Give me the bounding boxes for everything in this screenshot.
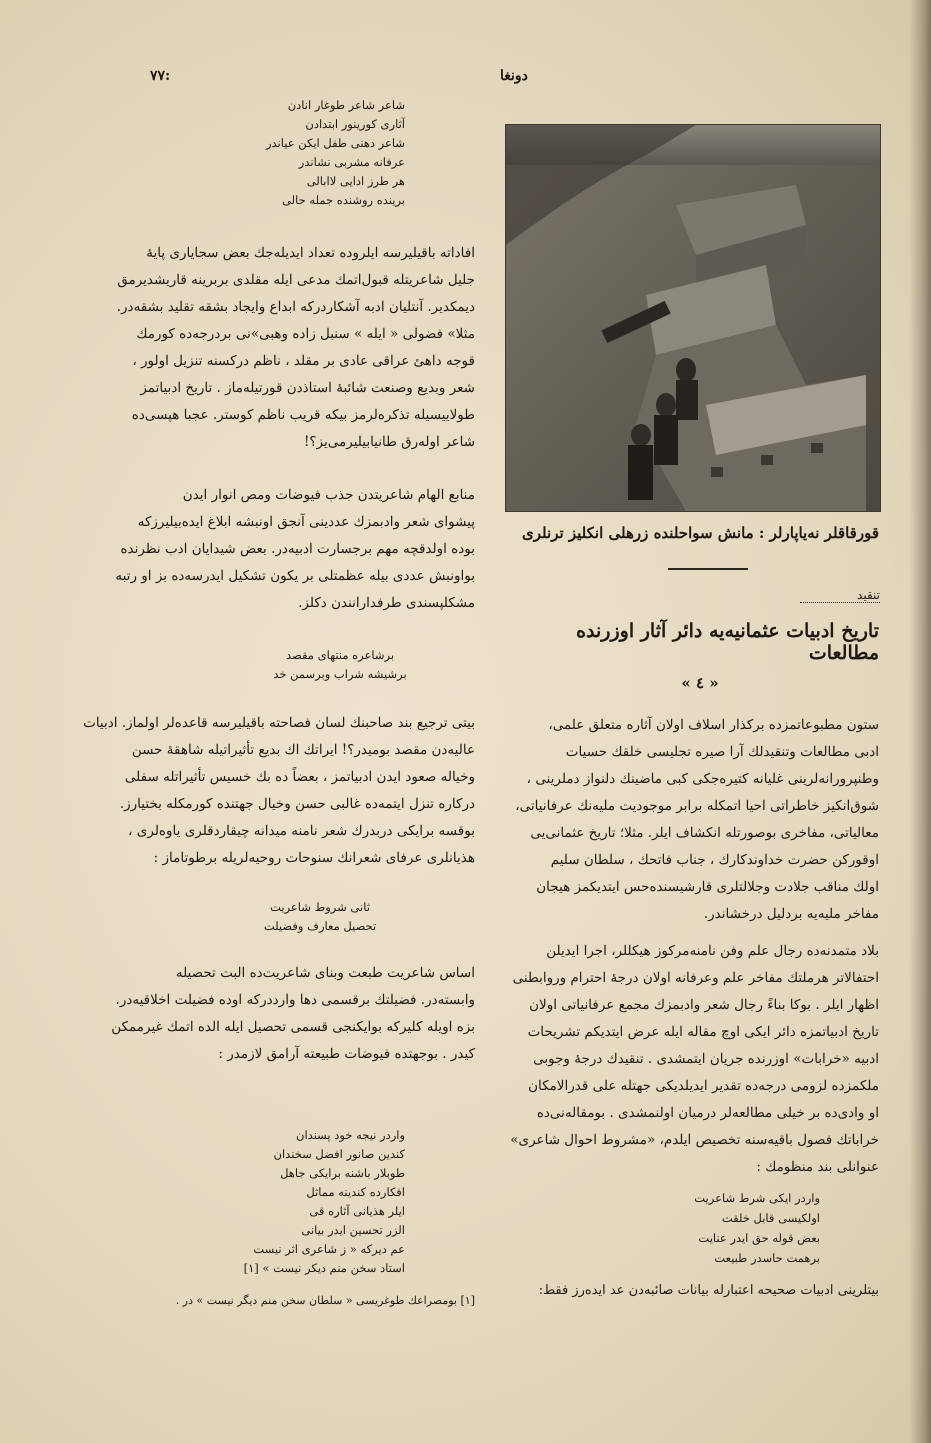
left-paragraph-1 — [118, 240, 475, 456]
closing-line: بیتلرینی ادبیات صحیحه اعتبارله بیانات صائبه‌دن عد ایده‌رز فقط: — [538, 1283, 879, 1298]
text-line: مفاخر ملیه‌یه بردلیل درخشاندر. — [703, 906, 879, 922]
text-line: هر طرز ادایی لاابالی — [306, 174, 405, 188]
text-line: تحصیل معارف وفضیلت — [263, 919, 377, 933]
text-line: استاد سخن منم دیکر نیست » [۱] — [243, 1261, 405, 1275]
text-line: طوبلار باشنه برایکی جاهل — [280, 1166, 405, 1180]
right-paragraph-1 — [505, 712, 879, 928]
text-line: واردر ایکی شرط شاعریت — [694, 1191, 820, 1205]
text-line: درکاره تنزل ایتمه‌ده غالبی حسن وخیال جهتنده کورمکله بختیارز. — [119, 796, 475, 812]
text-line: ثانی شروط شاعریت — [270, 900, 370, 914]
text-line: بلاد متمدنه‌ده رجال علم وفن نامنه‌مرکوز هیکللر، اجرا ایدیلن — [546, 943, 879, 959]
text-line: بواونبش عددی بیله عظمتلی بر یکون تشکیل ایدرسه‌ده بز او رتبه — [115, 568, 475, 584]
text-line: طولاییسیله تذکره‌لرمز بیکه قریب ناظم کوستر. عجبا هپسی‌ده — [131, 407, 475, 423]
text-line: برینده روشنده جمله حالی — [282, 193, 405, 207]
text-line: آثاری کورینور ابتدادن — [305, 117, 405, 131]
page-edge-shadow — [909, 0, 931, 1443]
text-line: بوده اولدقچه مهم برجسارت ادبیه‌در. بعض شیدایان ادب نظرنده — [120, 541, 475, 557]
text-line: معالیاتی، مفاخری بوصورتله انکشاف ایلر. مثلا؛ تاریخ عثمانی‌یی — [530, 825, 879, 841]
text-line: شاعر دهنی طفل ایکن عیاندر — [265, 136, 405, 150]
text-line: ادبیه «خرابات» اوزرنده جریان ایتمشدی . تنقیدك درجهٔ وجوبی — [533, 1051, 879, 1067]
text-line: اساس شاعریت طبعت وبنای شاعریت‌ده البت تحصیله — [175, 965, 475, 981]
text-line: برهمت حاسدر طبیعت — [714, 1251, 820, 1265]
text-line: ایلر هذیانی آثاره قی — [309, 1204, 405, 1218]
text-line: اوقورکن حضرت خداوندکارك ، جناب فاتحك ، سلطان سلیم — [550, 852, 879, 868]
text-line: واردر نیجه خود پسندان — [296, 1128, 405, 1142]
text-line: خراباتك فصول باقیه‌سنه تخصیص ایلدم، «مشروط احوال شاعری» — [510, 1132, 879, 1148]
text-line: عالیه‌دن مقصد بومیدر؟! ایراتك اك بدیع تأثیراتیله شاهقهٔ حسن — [131, 742, 475, 758]
page-number: ۷۷: — [150, 68, 171, 84]
text-line: وخیاله صعود ایدن ادبیاتمز ، بعضاً ده بك خسیس تأثیراتله سفلی — [124, 769, 475, 785]
right-paragraph-2 — [505, 938, 879, 1181]
text-line: اولکیسی قابل خلقت — [721, 1211, 820, 1225]
text-line: وطنپرورانه‌لرینی غلیانه کتیره‌جکی کبی ماضینك دلنواز دملرینی ، — [526, 771, 879, 787]
text-line: اظهار ایلر . بوکا بناءً رجال شعر وادبمزك مجمع عرفانیاتی اولان — [529, 997, 879, 1013]
text-line: افکارده کندینه مماثل — [306, 1185, 405, 1199]
text-line: دیمکدیر. آنتلیان ادبه آشکاردرکه ابداع وایجاد بشقه تقلید بشقه‌در. — [116, 299, 475, 315]
text-line: شاعر شاعر طوغار انادن — [287, 98, 405, 112]
text-line: بیتی ترجیع بند صاحبنك لسان فصاحته باقیلیرسه قاعده‌لر اولماز. ادبیات — [83, 715, 475, 731]
text-line: وابسته‌در. فضیلتك برقسمی دها وارددرکه اوده فضیلت اخلاقیه‌در. — [115, 992, 475, 1008]
article-title: تاریخ ادبیات عثمانیه‌یه دائر آثار اوزرنده مطالعات — [576, 620, 879, 664]
text-line: منابع الهام شاعریتدن جذب فیوضات ومص انوار ایدن — [182, 487, 475, 503]
text-line: اولك مناقب جلادت وجلالتلری قارشیسنده‌حس ایتدیکمز هیجان — [536, 879, 879, 895]
text-line: الزر تحسین ایدر بیانی — [301, 1223, 405, 1237]
text-line: عم دیرکه « ز شاعری اثر نیست — [253, 1242, 405, 1256]
text-line: ستون مطبوعاتمزده برکذار اسلاف اولان آثاره متعلق علمی، — [548, 717, 879, 733]
installment-number: « ٤ » — [681, 674, 719, 692]
section-label: تنقید — [800, 588, 880, 603]
text-line: قوجه داهئ عراقی عادی بر مقلد ، ناظم درکسنه تنزیل اولور ، — [132, 353, 475, 369]
verse-block-1 — [255, 96, 405, 210]
text-line: ملکمزده لزومی درجه‌ده تقدیر ایدیلدیکی جهتله علی قدرالامکان — [528, 1078, 879, 1094]
text-line: بوقسه برایکی دربدرك شعر نامنه میدانه چیقاردقلری یاوه‌لری ، — [128, 823, 475, 839]
text-line: شوق‌انکیز خاطراتی احیا اتمکله برابر موجودیت ملیه‌نك عرفانیاتی، — [515, 798, 879, 814]
text-line: برشاعره منتهای مقصد — [285, 648, 395, 662]
text-line: مثلا» فضولی « ایله » سنبل زاده وهبی»نی بردرجه‌ده کورمك — [136, 326, 475, 342]
left-paragraph-4 — [111, 960, 475, 1068]
text-line: احتفالاتر هرملتك مفاخر علم وعرفانه اولان درجهٔ احترام وروابطنی — [512, 970, 879, 986]
text-line: کیدر . بوجهتده فیوضات طبیعته آرامق لازمدر : — [218, 1046, 475, 1062]
text-line: ادبی مطالعات وتنقیدلك آرا صیره تجلیسی خلقك حسیات — [565, 744, 879, 760]
photograph-armored-train — [505, 124, 881, 512]
verse-block-right — [640, 1188, 820, 1268]
text-line: عنوانلی بند منظومك : — [756, 1159, 879, 1175]
text-line: شعر وبدیع وصنعت شائبهٔ استاذدن قورتیله‌ماز . تاریخ ادبیاتمز — [140, 380, 475, 396]
separator-rule — [668, 568, 748, 570]
footnote: [۱] بومصراعك طوغریسی « سلطان سخن منم دیگر نیست » در . — [175, 1294, 475, 1307]
text-line: افاداته باقیلیرسه ایلروده تعداد ایدیله‌جك بعض سجایاری پایهٔ — [146, 245, 475, 261]
verse-block-2 — [240, 646, 440, 684]
armored-train-photo-illustration — [506, 125, 880, 511]
text-line: جلیل شاعریتله قبول‌اتمك مدعی ایله مقلدی بربرینه قاریشدیرمق — [117, 272, 475, 288]
text-line: تاریخ ادبیاتمزه دائر ایکی اوچ مقاله ایله عرض ایتدیکم تشریحات — [527, 1024, 879, 1040]
left-paragraph-2 — [115, 482, 475, 617]
text-line: برشیشه شراب وبرسمن خد — [273, 667, 407, 681]
text-line: هذیانلری عرفای شعرانك سنوحات روحیه‌لریله برطوتاماز : — [153, 850, 475, 866]
text-line: او وادی‌ده بر خیلی مطالعه‌لر درمیان اولنمشدی . بومقاله‌نی‌ده — [536, 1105, 879, 1121]
verse-block-4 — [245, 1126, 405, 1278]
verse-block-3 — [230, 898, 410, 936]
left-paragraph-3 — [83, 710, 475, 872]
text-line: کندین صانور افضل سخندان — [273, 1147, 405, 1161]
text-line: پیشوای شعر وادبمزك عددینی آنجق اونبشه ابلاغ ایده‌بیلیرزکه — [137, 514, 475, 530]
text-line: شاعر اوله‌رق طانیابیلیرمی‌یز؟! — [303, 434, 475, 450]
figure-caption: قورقاقلر نه‌یاپارلر : مانش سواحلنده زرهلی انکلیز ترنلری — [522, 524, 879, 542]
text-line: عرفانه مشربی نشاندر — [298, 155, 405, 169]
running-header: دونغا — [500, 68, 528, 84]
text-line: مشکلپسندی طرفدارانندن دکلز. — [298, 595, 475, 611]
text-line: بزه اویله کلیرکه بوایکنجی قسمی تحصیل ایله الده اتمك غیرممکن — [111, 1019, 475, 1035]
text-line: بعض قوله حق ایدر عنایت — [698, 1231, 820, 1245]
